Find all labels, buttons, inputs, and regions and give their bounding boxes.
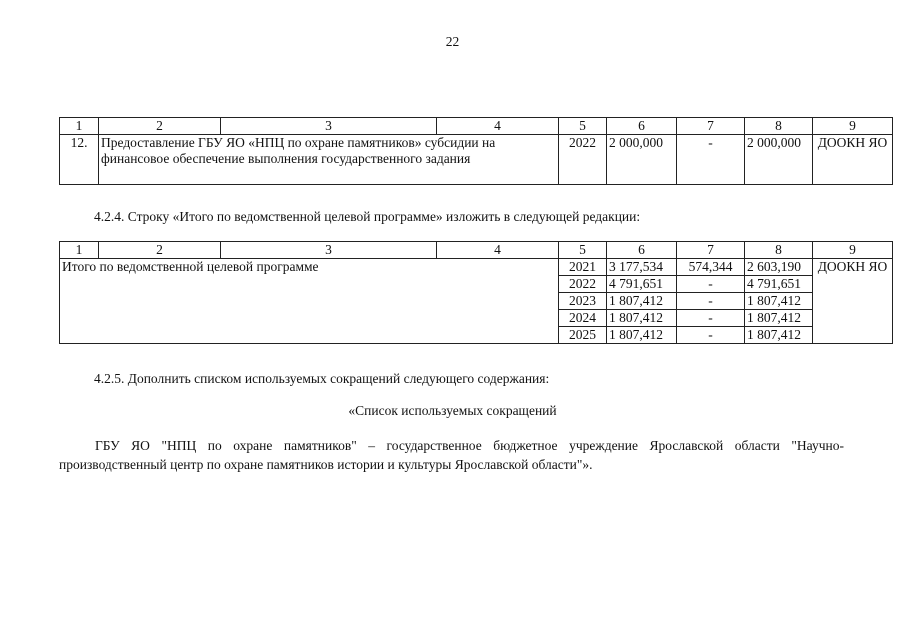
activity-description: Предоставление ГБУ ЯО «НПЦ по охране памятников» субсидии на финансовое обеспечение выполнения государственного задания <box>99 135 559 185</box>
amount-cell: 3 177,534 <box>607 259 677 276</box>
table-row <box>60 135 893 185</box>
abbreviation-definition: ГБУ ЯО "НПЦ по охране памятников" – государственное бюджетное учреждение Ярославской области "Научно-производственный центр по охране памятников истории и культуры Ярославской области"». <box>59 438 844 472</box>
amount-cell: 4 791,651 <box>745 276 813 293</box>
paragraph-4-2-4: 4.2.4. Строку «Итого по ведомственной целевой программе» изложить в следующей редакции: <box>94 209 641 224</box>
executor-cell: ДООКН ЯО <box>813 135 893 185</box>
amount-cell: 1 807,412 <box>745 310 813 327</box>
header-cell: 3 <box>221 242 437 259</box>
year-cell: 2022 <box>559 135 607 185</box>
amount-cell: - <box>677 310 745 327</box>
paragraph-4-2-5: 4.2.5. Дополнить списком используемых сокращений следующего содержания: <box>94 371 550 386</box>
year-cell: 2022 <box>559 276 607 293</box>
total-label: Итого по ведомственной целевой программе <box>60 259 559 344</box>
table-row <box>60 259 893 276</box>
program-total-table <box>59 241 893 344</box>
row-number: 12. <box>60 135 99 185</box>
abbreviations-heading: «Список используемых сокращений <box>348 403 557 418</box>
year-cell: 2025 <box>559 327 607 344</box>
header-cell: 7 <box>677 118 745 135</box>
header-cell: 2 <box>99 118 221 135</box>
header-cell: 9 <box>813 242 893 259</box>
amount-cell: 1 807,412 <box>745 327 813 344</box>
amount-cell: 2 000,000 <box>607 135 677 185</box>
header-cell: 7 <box>677 242 745 259</box>
table-header-row <box>60 118 893 135</box>
header-cell: 8 <box>745 242 813 259</box>
amount-cell: 1 807,412 <box>607 293 677 310</box>
year-cell: 2021 <box>559 259 607 276</box>
amount-cell: 1 807,412 <box>607 310 677 327</box>
amount-cell: - <box>677 276 745 293</box>
header-cell: 2 <box>99 242 221 259</box>
amount-cell: 1 807,412 <box>607 327 677 344</box>
amount-cell: 1 807,412 <box>745 293 813 310</box>
header-cell: 1 <box>60 242 99 259</box>
header-cell: 6 <box>607 118 677 135</box>
header-cell: 4 <box>437 118 559 135</box>
executor-cell: ДООКН ЯО <box>813 259 893 344</box>
year-cell: 2023 <box>559 293 607 310</box>
header-cell: 4 <box>437 242 559 259</box>
header-cell: 8 <box>745 118 813 135</box>
amount-cell: 574,344 <box>677 259 745 276</box>
page-number: 22 <box>445 34 460 49</box>
amount-cell: 4 791,651 <box>607 276 677 293</box>
header-cell: 3 <box>221 118 437 135</box>
header-cell: 6 <box>607 242 677 259</box>
amount-cell: - <box>677 327 745 344</box>
amount-cell: - <box>677 293 745 310</box>
table-header-row <box>60 242 893 259</box>
header-cell: 1 <box>60 118 99 135</box>
amount-cell: 2 000,000 <box>745 135 813 185</box>
amount-cell: - <box>677 135 745 185</box>
header-cell: 9 <box>813 118 893 135</box>
amount-cell: 2 603,190 <box>745 259 813 276</box>
program-activity-table <box>59 117 893 185</box>
header-cell: 5 <box>559 242 607 259</box>
year-cell: 2024 <box>559 310 607 327</box>
header-cell: 5 <box>559 118 607 135</box>
